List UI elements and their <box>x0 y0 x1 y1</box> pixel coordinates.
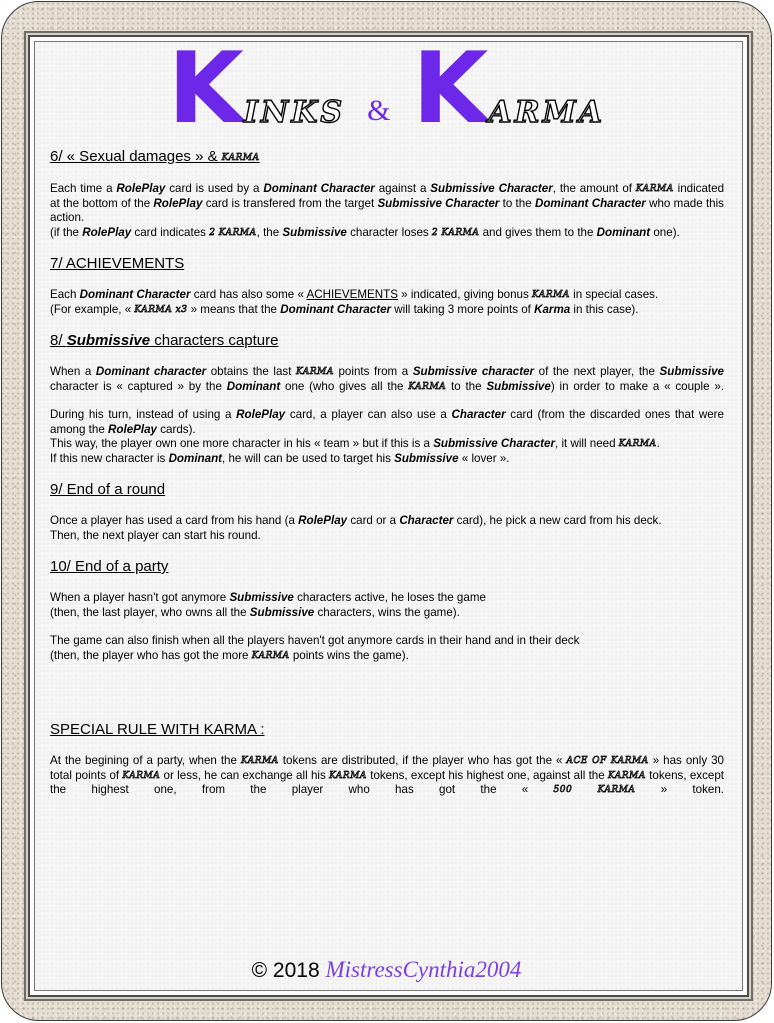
text-run: When a <box>50 365 96 378</box>
section-7-heading: 7/ ACHIEVEMENTS <box>50 255 185 272</box>
text-run: , he will can be used to target his <box>222 451 395 465</box>
emphasis-term: RolePlay <box>116 182 166 195</box>
text-run: (For example, « <box>50 302 135 316</box>
spacer <box>50 394 724 408</box>
emphasis-term: Submissive <box>486 379 551 393</box>
title-k-first: K <box>167 32 244 146</box>
karma-word: KARMA <box>251 650 290 661</box>
section-10-paragraph-3: The game can also finish when all the players haven't got anymore cards in their hand and in their deck <box>50 634 580 647</box>
section-10-heading: 10/ End of a party <box>50 558 169 575</box>
section-10-paragraph-4 <box>50 649 724 664</box>
text-run: ACHIEVEMENTS <box>306 288 398 301</box>
text-run: card), he pick a new card from his deck. <box>453 514 662 527</box>
text-run: card, a player can also use a <box>285 408 452 421</box>
text-run: card indicates <box>131 225 210 239</box>
spacer <box>50 663 724 721</box>
emphasis-term: Submissive <box>66 332 151 349</box>
emphasis-term: RolePlay <box>236 408 286 421</box>
title-k-second: K <box>412 32 489 146</box>
spacer <box>50 317 724 332</box>
text-run: characters capture <box>150 332 279 349</box>
text-run: If this new character is <box>50 451 169 465</box>
text-run: obtains the last <box>206 365 297 378</box>
game-title-logo <box>2 32 771 146</box>
text-run: tokens, except the highest one, from the player who has got the « <box>50 768 724 796</box>
emphasis-term: Dominant <box>168 451 223 465</box>
text-run: Each time a <box>50 182 117 195</box>
emphasis-term: Submissive <box>659 365 724 378</box>
special-rule-paragraph <box>50 754 724 798</box>
section-7-paragraph-2 <box>50 303 724 318</box>
text-run: to the <box>499 196 535 210</box>
emphasis-term: RolePlay <box>82 225 132 239</box>
emphasis-term: Submissive Character <box>377 196 500 210</box>
spacer <box>50 543 724 558</box>
text-run: cards). <box>157 422 196 436</box>
emphasis-term: RolePlay <box>298 514 348 527</box>
text-run: card is used by a <box>165 182 264 195</box>
text-run: one). <box>650 225 680 239</box>
text-run: character is « captured » by the <box>50 379 227 393</box>
emphasis-term: Dominant Character <box>534 196 646 210</box>
text-run: of the next player, the <box>534 365 660 378</box>
section-8-paragraph-1 <box>50 365 724 394</box>
text-run: or less, he can exchange all his <box>160 768 330 782</box>
title-inks: INKS <box>243 95 346 130</box>
karma-word: KARMA <box>408 381 447 392</box>
section-8-heading <box>50 332 724 350</box>
emphasis-term: Submissive <box>394 451 459 465</box>
text-run: tokens, except his highest one, against all the <box>366 768 608 782</box>
text-run: points wins the game). <box>289 648 409 662</box>
copyright-year: © 2018 <box>251 959 320 982</box>
karma-word: KARMA <box>329 770 367 781</box>
section-6-heading <box>50 148 724 167</box>
text-run: one (who gives all the <box>280 379 409 393</box>
text-run: » means that the <box>187 302 281 316</box>
emphasis-term: Submissive <box>229 591 294 604</box>
section-10-paragraph-2 <box>50 606 724 621</box>
emphasis-term: Dominant <box>596 225 651 239</box>
text-run: » indicated, giving bonus <box>397 288 533 301</box>
karma-word: KARMA <box>221 153 260 163</box>
text-run: (then, the last player, who owns all the <box>50 605 250 619</box>
emphasis-term: Submissive <box>282 225 347 239</box>
text-run: « lover ». <box>458 451 510 465</box>
text-run: (if the <box>50 225 83 239</box>
emphasis-term: Character <box>399 514 454 527</box>
emphasis-term: RolePlay <box>153 196 203 210</box>
section-6-paragraph-1 <box>50 182 724 226</box>
section-10-paragraph-1 <box>50 591 724 606</box>
emphasis-term: Submissive Character <box>433 437 555 450</box>
section-9-paragraph-2: Then, the next player can start his round. <box>50 528 261 542</box>
text-run: This way, the player own one more character in his « team » but if this is a <box>50 437 434 450</box>
emphasis-term: RolePlay <box>108 422 157 436</box>
text-run: Once a player has used a card from his hand (a <box>50 514 299 527</box>
karma-word: KARMA <box>635 184 674 194</box>
text-run: card is transfered from the target <box>202 196 378 210</box>
text-run: During his turn, instead of using a <box>50 408 237 421</box>
section-9-heading: 9/ End of a round <box>50 481 166 498</box>
text-run: to the <box>446 379 487 393</box>
copyright-footer <box>2 957 771 983</box>
text-run: characters active, he loses the game <box>293 591 486 604</box>
text-run: When a player hasn't got anymore <box>50 591 230 604</box>
text-run: At the begining of a party, when the <box>50 754 241 767</box>
emphasis-term: Dominant Character <box>263 182 375 195</box>
section-6-paragraph-2 <box>50 226 724 241</box>
karma-word: KARMA <box>608 770 646 781</box>
section-8-paragraph-4 <box>50 452 724 467</box>
emphasis-term: Submissive Character <box>430 182 553 195</box>
text-run: and gives them to the <box>479 225 597 239</box>
text-run: indicated at the bottom of the <box>50 182 725 210</box>
title-arma: ARMA <box>488 95 606 130</box>
karma-word: 2 KARMA <box>209 227 257 238</box>
emphasis-term: Dominant character <box>95 365 207 378</box>
karma-word: KARMA <box>618 439 657 449</box>
emphasis-term: Character <box>451 408 506 421</box>
karma-word: ACE OF KARMA <box>566 756 649 766</box>
text-run: » token. <box>635 783 724 796</box>
karma-word: 2 KARMA <box>431 227 480 238</box>
text-run: 8/ <box>50 332 67 349</box>
section-7-paragraph-1 <box>50 288 724 303</box>
text-run: . <box>656 437 660 450</box>
text-run: against a <box>374 182 431 195</box>
text-run: (then, the player who has got the more <box>50 648 252 662</box>
spacer <box>50 466 724 481</box>
spacer <box>50 240 724 255</box>
text-run: in this case). <box>570 302 639 316</box>
text-run: ) in order to make a « couple ». <box>550 379 725 393</box>
text-run: who made this action. <box>50 196 724 224</box>
section-8-paragraph-2 <box>50 408 724 437</box>
text-run: tokens are distributed, if the player who has got the « <box>278 754 567 767</box>
title-ampersand: & <box>367 94 391 127</box>
text-run: card (from the discarded ones that were among the <box>50 408 724 436</box>
karma-word: KARMA <box>122 770 161 781</box>
emphasis-term: Dominant Character <box>280 302 392 316</box>
spacer <box>50 620 724 634</box>
text-run: , the amount of <box>552 182 636 195</box>
special-rule-heading: SPECIAL RULE WITH KARMA : <box>50 721 265 738</box>
text-run: in special cases. <box>569 288 659 301</box>
text-run: , the <box>256 225 283 239</box>
text-run: card or a <box>347 514 400 527</box>
karma-word: KARMA <box>296 367 334 377</box>
text-run: card has also some « <box>190 288 307 301</box>
text-run: points from a <box>333 365 413 378</box>
emphasis-term: Submissive character <box>412 365 535 378</box>
text-run: » has only 30 total points of <box>50 754 724 782</box>
karma-word: 500 KARMA <box>553 785 636 795</box>
karma-word: KARMA <box>532 290 570 300</box>
rule-card <box>1 1 772 1021</box>
section-6-heading-text: 6/ « Sexual damages » & <box>50 148 222 165</box>
text-run: Each <box>50 288 80 301</box>
text-run: , it will need <box>555 437 619 450</box>
author-signature: MistressCynthia2004 <box>325 957 522 982</box>
text-run: character loses <box>346 225 432 239</box>
karma-word: KARMA <box>240 756 279 766</box>
section-9-paragraph-1 <box>50 514 724 529</box>
rules-content <box>50 148 724 798</box>
emphasis-term: Dominant Character <box>79 288 191 301</box>
emphasis-term: Submissive <box>249 605 315 619</box>
text-run: will taking 3 more points of <box>391 302 535 316</box>
karma-word: KARMA x3 <box>134 304 188 315</box>
emphasis-term: Karma <box>534 302 571 316</box>
text-run: characters, wins the game). <box>314 605 460 619</box>
emphasis-term: Dominant <box>226 379 281 393</box>
section-8-paragraph-3 <box>50 437 724 452</box>
